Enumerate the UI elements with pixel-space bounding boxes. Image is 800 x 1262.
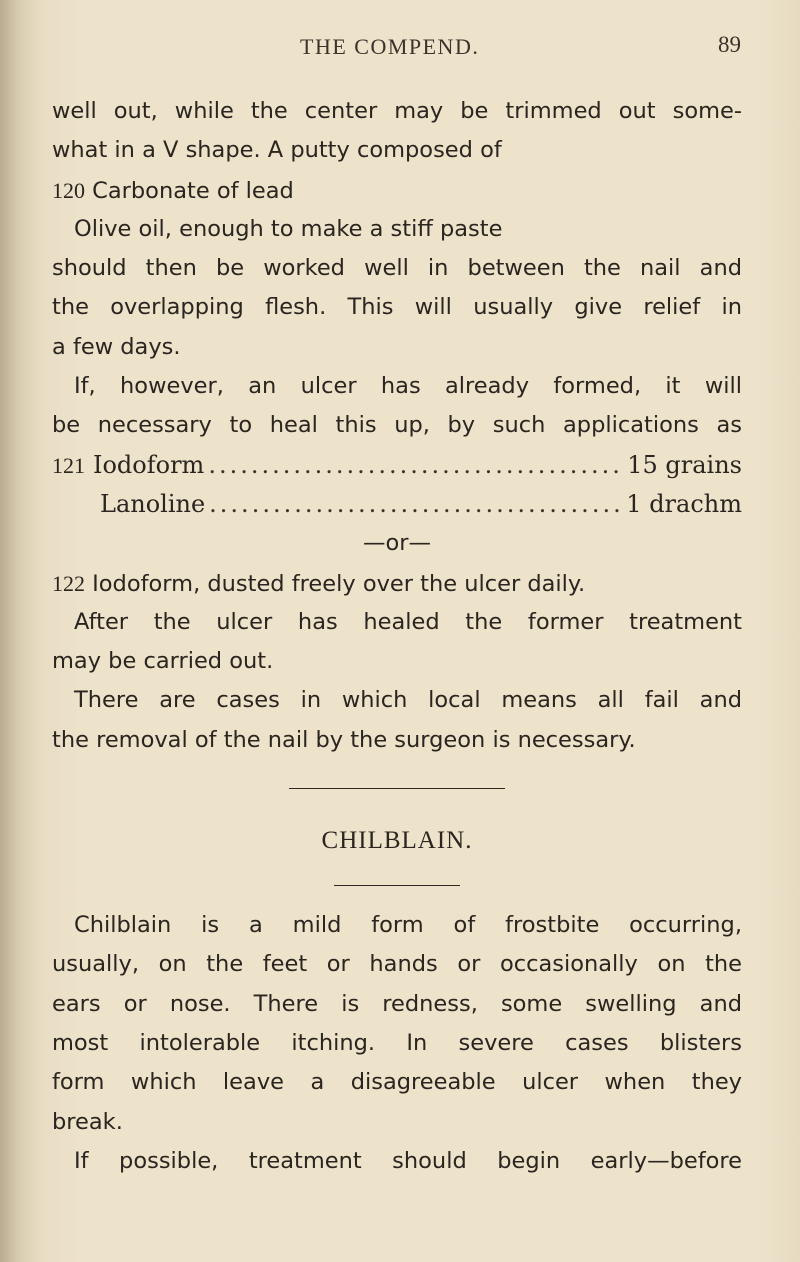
prescription-row xyxy=(52,446,742,485)
text-line: break. xyxy=(52,1108,123,1135)
text-line: the overlapping flesh. This will usually give relief in xyxy=(52,294,742,321)
formula-line xyxy=(52,171,742,210)
text-line: form which leave a disagreeable ulcer when they xyxy=(52,1069,742,1096)
formula-text: Iodoform, dusted freely over the ulcer daily. xyxy=(92,570,586,597)
formula-number: 121 xyxy=(52,452,85,478)
text-line: should then be worked well in between the nail and xyxy=(52,255,742,282)
text-line: There are cases in which local means all fail and xyxy=(74,687,742,714)
prescription-row xyxy=(52,485,742,524)
text-line: what in a V shape. A putty composed of xyxy=(52,137,502,164)
text-line: After the ulcer has healed the former treatment xyxy=(74,608,742,635)
body-text xyxy=(52,92,742,1181)
formula-ingredient: Carbonate of lead xyxy=(92,177,294,204)
text-line: If possible, treatment should begin early—before xyxy=(74,1147,742,1174)
ingredient-amount: 15 grains xyxy=(627,450,742,479)
or-separator: —or— xyxy=(362,530,432,557)
text-line: well out, while the center may be trimmed out some- xyxy=(52,98,742,124)
leader-dots xyxy=(208,446,623,485)
ingredient-name: Lanoline xyxy=(100,489,206,518)
text-line: a few days. xyxy=(52,333,181,360)
formula-number: 122 xyxy=(52,570,85,596)
running-head: THE COMPEND. xyxy=(300,34,480,59)
text-line: may be carried out. xyxy=(52,648,274,675)
formula-ingredient: Olive oil, enough to make a stiff paste xyxy=(74,215,503,242)
text-line: most intolerable itching. In severe cases blisters xyxy=(52,1029,742,1056)
text-line: the removal of the nail by the surgeon is necessary. xyxy=(52,726,636,753)
ingredient-amount: 1 drachm xyxy=(626,489,742,518)
page-number: 89 xyxy=(718,32,741,57)
leader-dots xyxy=(209,485,622,524)
section-heading: CHILBLAIN. xyxy=(321,827,473,855)
text-line: ears or nose. There is redness, some swelling and xyxy=(52,990,742,1017)
page-header xyxy=(0,30,800,70)
text-line: usually, on the feet or hands or occasionally on the xyxy=(52,951,742,978)
text-line: be necessary to heal this up, by such applications as xyxy=(52,412,742,439)
text-line: Chilblain is a mild form of frostbite occurring, xyxy=(74,912,742,939)
formula-line xyxy=(52,564,742,603)
text-line: If, however, an ulcer has already formed, it will xyxy=(74,373,742,400)
formula-number: 120 xyxy=(52,177,85,203)
ingredient-name: Iodoform xyxy=(93,450,205,479)
